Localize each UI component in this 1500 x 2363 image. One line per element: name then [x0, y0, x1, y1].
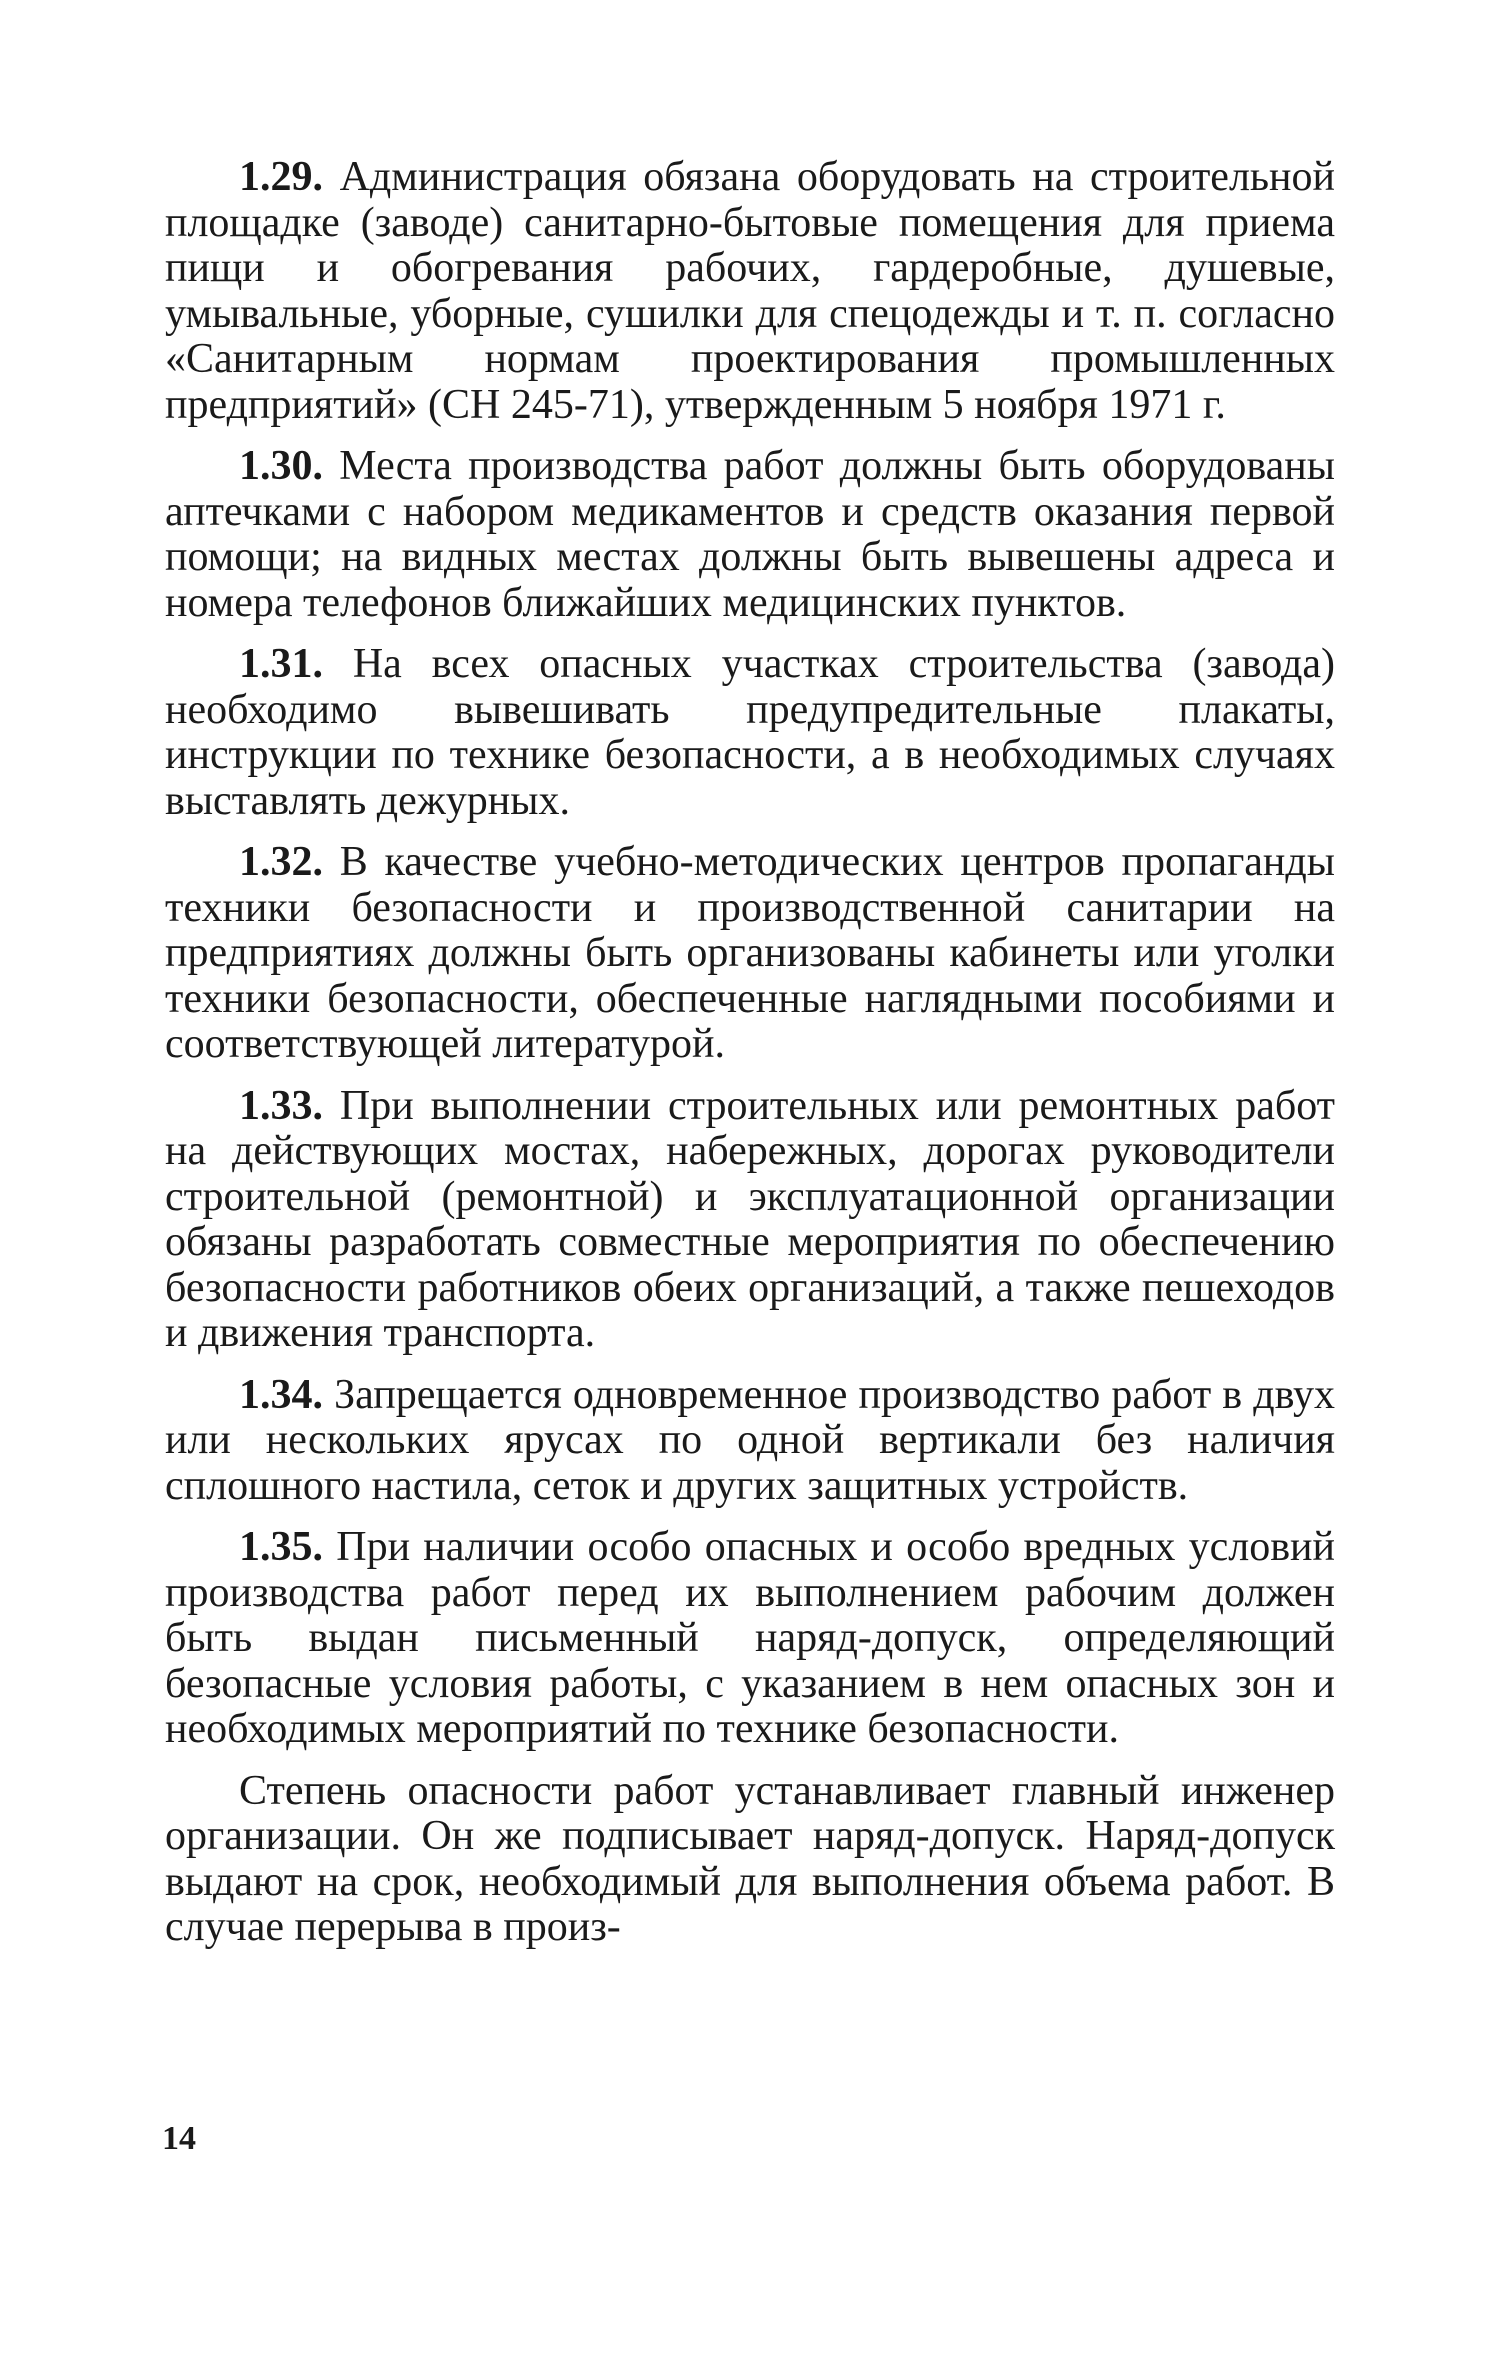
paragraph-number: 1.35. [239, 1524, 323, 1570]
document-page [165, 155, 1335, 1967]
paragraph-text: При выполнении строительных или ремонтных работ на действующих мостах, набережных, дорогах руководители строительной (ремонтной) и эксплуатационной организации обязаны разработать совместные мероприятия по обеспечению безопасности работников обеих организаций, а также пешеходов и движения транспорта. [165, 1082, 1336, 1356]
paragraph-1-33 [165, 1084, 1335, 1357]
paragraph-1-30 [165, 444, 1335, 626]
paragraph-number: 1.34. [239, 1371, 323, 1418]
paragraph-text: Запрещается одновременное производство работ в двух или нескольких ярусах по одной вертикали без наличия сплошного настила, сеток и других защитных устройств. [165, 1371, 1336, 1509]
paragraph-text: При наличии особо опасных и особо вредных условий производства работ перед их выполнением рабочим должен быть выдан письменный наряд-допуск, определяющий безопасные условия работы, с указанием в нем опасных зон и необходимых мероприятий по технике безопасности. [165, 1524, 1335, 1752]
paragraph-1-35 [165, 1525, 1335, 1753]
paragraph-text: На всех опасных участках строительства (завода) необходимо вывешивать предупредительные плакаты, инструкции по технике безопасности, а в необходимых случаях выставлять дежурных. [165, 641, 1335, 824]
paragraph-continuation [165, 1769, 1335, 1951]
paragraph-number: 1.31. [239, 641, 323, 687]
paragraph-number: 1.30. [239, 443, 323, 489]
paragraph-number: 1.29. [239, 154, 323, 200]
paragraph-1-34 [165, 1373, 1335, 1510]
paragraph-1-32 [165, 840, 1335, 1068]
paragraph-number: 1.32. [239, 839, 323, 885]
page-number: 14 [162, 2120, 196, 2157]
paragraph-number: 1.33. [239, 1082, 323, 1129]
paragraph-text: Администрация обязана оборудовать на строительной площадке (заводе) санитарно-бытовые помещения для приема пищи и обогревания рабочих, гардеробные, душевые, умывальные, уборные, сушилки для спецодежды и т. п. согласно «Санитарным нормам проектирования промышленных предприятий» (СН 245-71), утвержденным 5 ноября 1971 г. [165, 154, 1336, 428]
paragraph-text: Места производства работ должны быть оборудованы аптечками с набором медикаментов и средств оказания первой помощи; на видных местах должны быть вывешены адреса и номера телефонов ближайших медицинских пунктов. [165, 443, 1336, 626]
paragraph-1-31 [165, 642, 1335, 824]
paragraph-1-29 [165, 155, 1335, 428]
paragraph-text: В качестве учебно-методических центров пропаганды техники безопасности и производственной санитарии на предприятиях должны быть организованы кабинеты или уголки техники безопасности, обеспеченные наглядными пособиями и соответствующей литературой. [165, 839, 1335, 1067]
paragraph-text: Степень опасности работ устанавливает главный инженер организации. Он же подписывает наряд-допуск. Наряд-допуск выдают на срок, необходимый для выполнения объема работ. В случае перерыва в произ- [165, 1767, 1335, 1950]
